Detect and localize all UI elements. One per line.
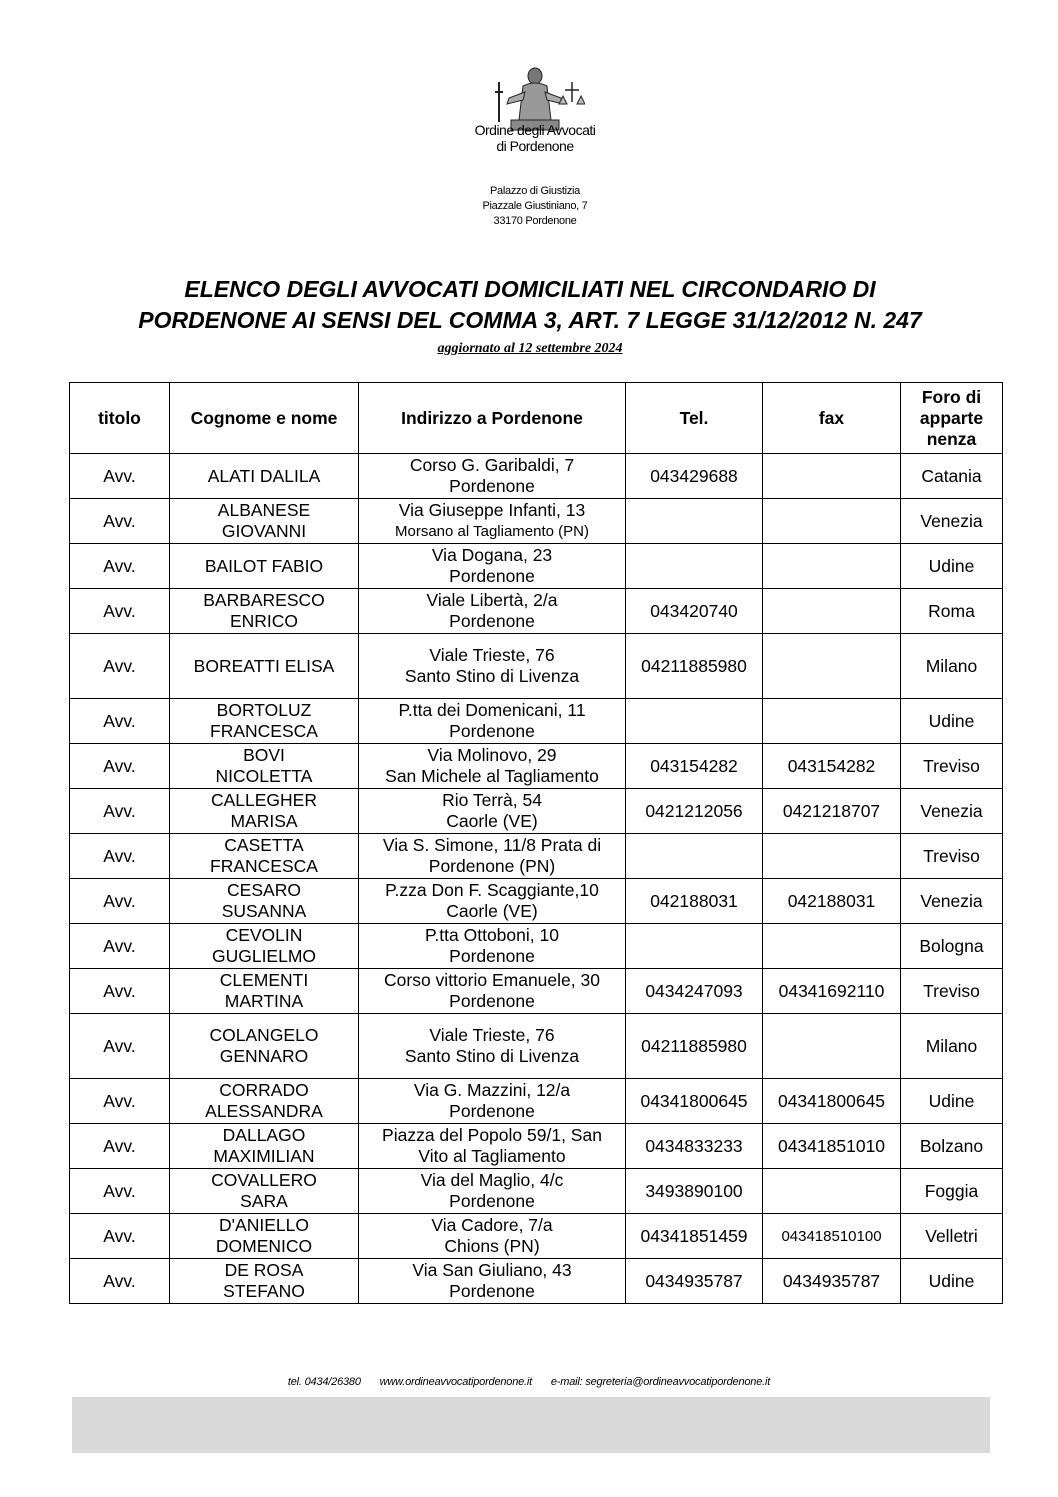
table-row [70,589,1003,634]
header-titolo: titolo [70,383,170,454]
cell-tel: 043154282 [626,744,763,789]
cell-nome [170,1014,359,1079]
cell-nome-line: GIOVANNI [221,521,307,541]
cell-indirizzo-line: Caorle (VE) [446,811,538,831]
cell-nome [170,634,359,699]
cell-tel: 042188031 [626,879,763,924]
cell-nome [170,1124,359,1169]
org-address-line: 33170 Pordenone [493,215,577,227]
cell-foro: Udine [901,1079,1003,1124]
cell-fax [763,544,901,589]
cell-fax [763,699,901,744]
cell-indirizzo-line: Pordenone (PN) [428,856,556,876]
cell-nome-line: SUSANNA [221,901,307,921]
cell-fax: 04341692110 [763,969,901,1014]
cell-indirizzo-line: P.tta Ottoboni, 10 [425,925,559,945]
cell-tel [626,699,763,744]
cell-nome-line: MARISA [230,811,298,831]
cell-indirizzo-line: Pordenone [449,1101,535,1121]
cell-indirizzo [359,1259,626,1304]
cell-indirizzo-line: Via del Maglio, 4/c [420,1170,564,1190]
footer-website-link[interactable]: www.ordineavvocatipordenone.it [379,1376,532,1388]
cell-indirizzo-line: Via Giuseppe Infanti, 13 [398,500,586,520]
cell-indirizzo [359,834,626,879]
cell-nome [170,834,359,879]
cell-indirizzo-line: Corso G. Garibaldi, 7 [409,455,575,475]
cell-nome-line: FRANCESCA [210,856,318,876]
cell-titolo: Avv. [70,1214,170,1259]
header-nome: Cognome e nome [170,383,359,454]
cell-nome [170,589,359,634]
cell-nome-line: DE ROSA [224,1260,304,1280]
org-name-line: di Pordenone [496,138,574,154]
cell-foro: Foggia [901,1169,1003,1214]
cell-titolo: Avv. [70,499,170,544]
cell-indirizzo [359,924,626,969]
cell-indirizzo [359,1079,626,1124]
cell-indirizzo-line: Pordenone [449,721,535,741]
cell-nome-line: CESARO [227,880,301,900]
cell-nome [170,1259,359,1304]
cell-tel [626,834,763,879]
cell-nome [170,969,359,1014]
cell-nome-line: DOMENICO [215,1236,313,1256]
table-row [70,634,1003,699]
cell-indirizzo [359,454,626,499]
cell-indirizzo-line: Viale Libertà, 2/a [426,590,558,610]
cell-indirizzo [359,789,626,834]
lawyers-table [69,382,1003,1304]
cell-indirizzo-line: Piazza del Popolo 59/1, San [382,1125,602,1145]
header-fax: fax [763,383,901,454]
document-title [60,274,1000,336]
cell-foro: Udine [901,544,1003,589]
cell-foro: Milano [901,1014,1003,1079]
org-name-line: Ordine degli Avvocati [474,122,596,138]
cell-indirizzo [359,634,626,699]
cell-nome-line: BORTOLUZ [216,700,312,720]
cell-foro: Udine [901,1259,1003,1304]
cell-nome-line: CORRADO [219,1080,309,1100]
cell-fax: 042188031 [763,879,901,924]
table-row [70,1124,1003,1169]
header-foro-line: Foro di [921,386,982,407]
cell-nome-line: BARBARESCO [203,590,325,610]
cell-indirizzo-line: Caorle (VE) [446,901,538,921]
table-row [70,1079,1003,1124]
cell-fax [763,454,901,499]
cell-nome [170,1169,359,1214]
table-row [70,789,1003,834]
table-row [70,969,1003,1014]
cell-tel: 043429688 [626,454,763,499]
org-address [440,184,630,229]
cell-nome-line: SARA [240,1191,288,1211]
cell-indirizzo-line: Pordenone [449,476,535,496]
cell-fax [763,1014,901,1079]
cell-fax: 0434935787 [763,1259,901,1304]
cell-indirizzo-line: San Michele al Tagliamento [385,766,599,786]
cell-foro: Venezia [901,499,1003,544]
cell-indirizzo [359,499,626,544]
cell-indirizzo [359,544,626,589]
cell-titolo: Avv. [70,1169,170,1214]
org-address-line: Piazzale Giustiniano, 7 [482,200,588,212]
document-title-line: ELENCO DEGLI AVVOCATI DOMICILIATI NEL CIRCONDARIO DI [184,276,876,302]
cell-tel: 04211885980 [626,1014,763,1079]
cell-fax: 043418510100 [763,1214,901,1259]
cell-titolo: Avv. [70,634,170,699]
document-title-line: PORDENONE AI SENSI DEL COMMA 3, ART. 7 LEGGE 31/12/2012 N. 247 [138,307,922,333]
cell-titolo: Avv. [70,1014,170,1079]
org-address-line: Palazzo di Giustizia [490,185,580,197]
cell-nome-line: BOREATTI ELISA [193,655,335,676]
cell-foro: Treviso [901,834,1003,879]
cell-fax [763,924,901,969]
cell-fax: 0421218707 [763,789,901,834]
cell-indirizzo [359,1124,626,1169]
cell-fax: 043154282 [763,744,901,789]
cell-nome-line: MARTINA [224,991,304,1011]
cell-nome-line: ALBANESE [217,500,311,520]
cell-indirizzo-line: Pordenone [449,1191,535,1211]
cell-indirizzo-line: Pordenone [449,611,535,631]
table-row [70,1214,1003,1259]
footer-email-link[interactable]: e-mail: segreteria@ordineavvocatipordenone.it [550,1376,771,1388]
table-row [70,834,1003,879]
table-row [70,454,1003,499]
cell-indirizzo-line: Viale Trieste, 76 [429,645,555,665]
cell-titolo: Avv. [70,1259,170,1304]
cell-nome [170,879,359,924]
cell-foro: Venezia [901,789,1003,834]
cell-tel: 0434833233 [626,1124,763,1169]
cell-foro: Velletri [901,1214,1003,1259]
cell-fax [763,499,901,544]
cell-indirizzo-line: Pordenone [449,946,535,966]
cell-fax: 04341800645 [763,1079,901,1124]
cell-indirizzo-line: Morsano al Tagliamento (PN) [395,523,589,540]
cell-foro: Roma [901,589,1003,634]
cell-indirizzo-line: Santo Stino di Livenza [404,1046,580,1066]
cell-tel: 04341800645 [626,1079,763,1124]
table-header-row [70,383,1003,454]
update-date: aggiornato al 12 settembre 2024 [437,341,623,356]
cell-indirizzo-line: Via Dogana, 23 [431,545,553,565]
header-foro-line: nenza [926,428,977,449]
cell-fax: 04341851010 [763,1124,901,1169]
cell-nome [170,1079,359,1124]
cell-nome-line: CALLEGHER [210,790,317,810]
cell-indirizzo-line: Via S. Simone, 11/8 Prata di [382,835,602,855]
cell-nome [170,699,359,744]
cell-indirizzo-line: Rio Terrà, 54 [442,790,542,810]
table-row [70,1259,1003,1304]
cell-titolo: Avv. [70,834,170,879]
cell-indirizzo [359,1214,626,1259]
cell-indirizzo [359,744,626,789]
cell-indirizzo-line: Corso vittorio Emanuele, 30 [384,970,600,990]
cell-nome [170,924,359,969]
cell-titolo: Avv. [70,924,170,969]
footer-tel: tel. 0434/26380 [287,1376,361,1388]
cell-nome-line: FRANCESCA [210,721,318,741]
cell-nome-line: ALATI DALILA [207,465,321,486]
cell-titolo: Avv. [70,1079,170,1124]
cell-indirizzo-line: Via San Giuliano, 43 [412,1260,572,1280]
cell-foro: Bologna [901,924,1003,969]
cell-foro: Catania [901,454,1003,499]
cell-nome-line: BAILOT FABIO [204,555,324,576]
cell-nome [170,789,359,834]
org-name [440,122,630,154]
footer [0,1376,1058,1388]
cell-fax [763,1169,901,1214]
cell-indirizzo [359,879,626,924]
cell-foro: Venezia [901,879,1003,924]
cell-indirizzo-line: Vito al Tagliamento [418,1146,566,1166]
cell-indirizzo-line: Via Molinovo, 29 [427,745,557,765]
cell-fax [763,589,901,634]
cell-indirizzo [359,699,626,744]
cell-indirizzo-line: P.tta dei Domenicani, 11 [398,700,586,720]
cell-indirizzo [359,589,626,634]
cell-titolo: Avv. [70,879,170,924]
cell-foro: Treviso [901,969,1003,1014]
cell-nome [170,744,359,789]
header-tel: Tel. [626,383,763,454]
cell-indirizzo-line: P.zza Don F. Scaggiante,10 [385,880,599,900]
cell-nome [170,544,359,589]
cell-titolo: Avv. [70,699,170,744]
cell-nome [170,454,359,499]
cell-indirizzo [359,1169,626,1214]
cell-titolo: Avv. [70,789,170,834]
cell-foro: Bolzano [901,1124,1003,1169]
cell-tel: 0421212056 [626,789,763,834]
table-row [70,499,1003,544]
cell-nome-line: DALLAGO [222,1125,306,1145]
cell-titolo: Avv. [70,544,170,589]
cell-nome-line: NICOLETTA [215,766,313,786]
cell-indirizzo-line: Pordenone [449,991,535,1011]
cell-indirizzo-line: Via Cadore, 7/a [431,1215,553,1235]
cell-titolo: Avv. [70,1124,170,1169]
cell-foro: Treviso [901,744,1003,789]
cell-tel [626,499,763,544]
cell-indirizzo-line: Santo Stino di Livenza [404,666,580,686]
header-indirizzo: Indirizzo a Pordenone [359,383,626,454]
cell-nome-line: CEVOLIN [225,925,303,945]
cell-nome-line: CASETTA [224,835,304,855]
cell-tel: 043420740 [626,589,763,634]
table-row [70,544,1003,589]
cell-nome-line: GUGLIELMO [211,946,317,966]
footer-grey-band [72,1397,990,1453]
cell-titolo: Avv. [70,969,170,1014]
cell-titolo: Avv. [70,454,170,499]
cell-nome-line: D'ANIELLO [219,1215,309,1235]
cell-foro: Milano [901,634,1003,699]
cell-nome [170,1214,359,1259]
cell-indirizzo-line: Chions (PN) [444,1236,540,1256]
cell-nome-line: COLANGELO [209,1025,319,1045]
header-foro-line: apparte [919,407,984,428]
cell-indirizzo-line: Pordenone [449,566,535,586]
cell-foro: Udine [901,699,1003,744]
cell-tel: 04211885980 [626,634,763,699]
table-row [70,1014,1003,1079]
cell-tel: 04341851459 [626,1214,763,1259]
cell-tel [626,924,763,969]
cell-nome-line: STEFANO [223,1281,305,1301]
cell-nome-line: GENNARO [219,1046,309,1066]
cell-nome-line: BOVI [243,745,285,765]
table-row [70,744,1003,789]
cell-nome-line: ENRICO [229,611,299,631]
cell-nome-line: CLEMENTI [219,970,309,990]
cell-tel: 0434247093 [626,969,763,1014]
table-row [70,879,1003,924]
cell-indirizzo-line: Via G. Mazzini, 12/a [413,1080,571,1100]
table-row [70,699,1003,744]
cell-indirizzo-line: Pordenone [449,1281,535,1301]
cell-indirizzo-line: Viale Trieste, 76 [429,1025,555,1045]
cell-nome-line: ALESSANDRA [205,1101,323,1121]
cell-nome-line: MAXIMILIAN [213,1146,315,1166]
cell-tel: 0434935787 [626,1259,763,1304]
cell-tel [626,544,763,589]
table-row [70,924,1003,969]
cell-nome [170,499,359,544]
cell-tel: 3493890100 [626,1169,763,1214]
cell-titolo: Avv. [70,589,170,634]
cell-fax [763,634,901,699]
cell-indirizzo [359,1014,626,1079]
header-foro [901,383,1003,454]
cell-nome-line: COVALLERO [211,1170,317,1190]
cell-titolo: Avv. [70,744,170,789]
cell-fax [763,834,901,879]
cell-indirizzo [359,969,626,1014]
table-row [70,1169,1003,1214]
